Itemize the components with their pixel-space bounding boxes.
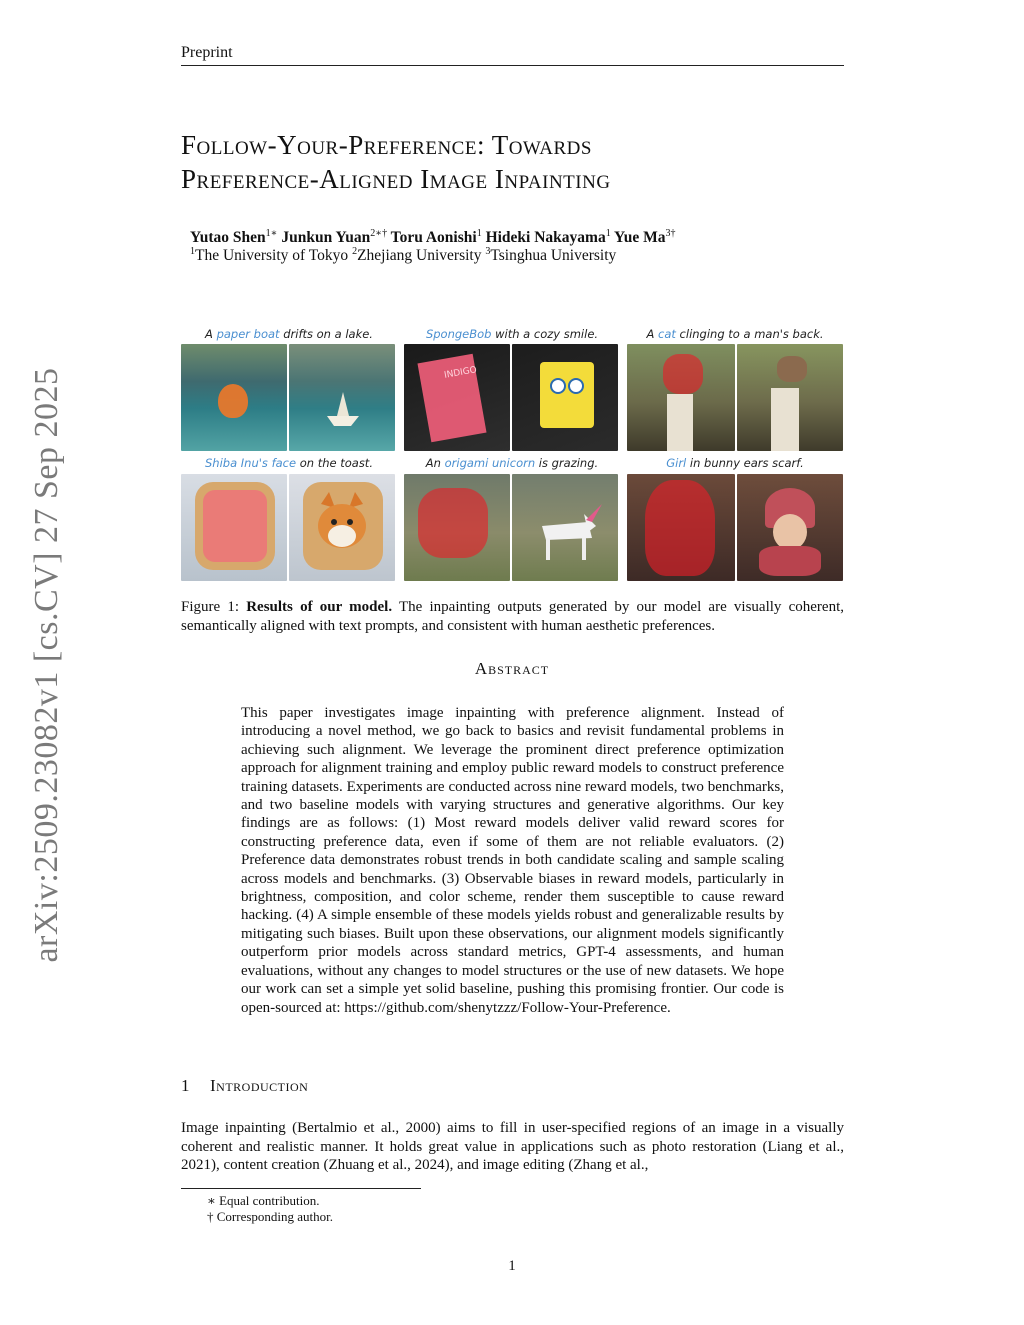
spongebob-figure [540,362,594,428]
shiba-input-image [181,474,287,581]
shiba-face-shape [289,474,395,581]
introduction-body: Image inpainting (Bertalmio et al., 2000) aims to fill in user-specified regions of an image in a visually coherent and realistic manner. It holds great value in applications such as photo restoration (Liang et al., 2021), content creation (Zhuang et al., 2024), and image editing (Zhang et al., [181,1120,844,1174]
girl-face [773,514,807,550]
author-mark: 1∗ [265,228,278,239]
panel-prompt-girl: Girl in bunny ears scarf. [666,456,804,470]
toast-mask-region [203,490,267,562]
spongebob-eye [568,378,584,394]
affiliation-list [190,246,616,265]
horse-mask-region [418,488,488,558]
duck-mask-region [218,384,248,418]
author-name: Junkun Yuan [281,229,371,247]
abstract-heading: Abstract [474,659,550,678]
unicorn-input-image [404,474,510,581]
cat-input-image [627,344,735,451]
boat-input-image [181,344,287,451]
shiba-output-image [289,474,395,581]
spongebob-input-image [404,344,510,451]
footnote-corresponding-author: † Corresponding author. [207,1209,334,1224]
affiliation-name: The University of Tokyo [195,247,349,265]
page-number: 1 [508,1258,516,1274]
figure-caption: Figure 1: Results of our model. The inpainting outputs generated by our model are visually coherent, semantically aligned with text prompts, and consistent with human aesthetic preferences. [181,599,844,634]
affiliation-mark: 2 [352,246,358,257]
author-name: Yutao Shen [190,229,266,247]
author-mark: 3† [665,228,676,239]
abstract-body: This paper investigates image inpainting with preference alignment. Instead of introducing a novel method, we go back to basics and revisit fundamental problems in achieving such alignment. We leverage the prominent direct preference optimization approach for alignment training and employ public reward models to construct preference training datasets. Experiments are conducted across nine reward models, two benchmarks, and two baseline models with varying structures and generative algorithms. Our key findings are as follows: (1) Most reward models deliver valid reward scores for constructing preference data, even if some of them are not reliable evaluators. (2) Preference data demonstrates robust trends in both candidate scaling and sample scaling across models and benchmarks. (3) Observable biases in reward models, particularly in brightness, composition, and color scheme, render them susceptible to cause reward hacking. (4) A simple ensemble of these models yields robust and generalizable results by mitigating such biases. Built upon these observations, our alignment models significantly outperform prior models across standard metrics, GPT-4 assessments, and human evaluations, without any changes to model structures or the use of new datasets. We hope our work can set a simple yet solid baseline, pushing this promising frontier. Our code is open-sourced at: https://github.com/shenytzzz/Follow-Your-Preference. [241,705,784,1016]
cat-figure [777,356,807,382]
man-figure [667,394,693,451]
panel-prompt-paper-boat: A paper boat drifts on a lake. [205,327,373,341]
origami-unicorn-shape [512,474,618,581]
introduction-heading [181,1076,308,1096]
author-mark: 2∗† [370,228,388,239]
paper-boat-shape [289,344,395,451]
running-header: Preprint [181,44,233,61]
panel-prompt-unicorn: An origami unicorn is grazing. [425,456,599,470]
section-title: Introduction [210,1076,309,1095]
boat-output-image [289,344,395,451]
affiliation-name: Tsinghua University [490,247,617,265]
spongebob-output-image [512,344,618,451]
book-title-text: INDIGO [443,365,478,381]
panel-prompt-cat: A cat clinging to a man's back. [646,327,824,341]
arxiv-stamp-text: arXiv:2509.23082v1 [cs.CV] 27 Sep 2025 [28,366,65,963]
author-name: Yue Ma [614,229,666,247]
cat-mask-region [663,354,703,394]
affiliation-mark: 1 [190,246,195,257]
affiliation-mark: 3 [485,246,491,257]
author-name: Hideki Nakayama [485,229,606,247]
author-mark: 1 [476,228,482,239]
paper-title [181,128,844,196]
section-number: 1 [181,1076,190,1095]
unicorn-output-image [512,474,618,581]
author-mark: 1 [605,228,611,239]
spongebob-eye [550,378,566,394]
girl-input-image [627,474,735,581]
author-name: Toru Aonishi [390,229,477,247]
header-rule [181,65,844,66]
panel-prompt-spongebob: SpongeBob with a cozy smile. [425,327,599,341]
title-line-2: Preference-Aligned Image Inpainting [181,164,611,194]
panel-prompt-shiba: Shiba Inu's face on the toast. [205,456,373,470]
man-figure [771,388,799,451]
scarf [759,546,821,576]
footnote-equal-contribution: ∗ Equal contribution. [207,1193,320,1208]
girl-mask-region [645,480,715,576]
affiliation-name: Zhejiang University [357,247,482,265]
title-line-1: Follow-Your-Preference: Towards [181,130,592,160]
cat-output-image [737,344,843,451]
author-list [190,228,676,247]
footnote-rule [181,1188,421,1189]
girl-output-image [737,474,843,581]
